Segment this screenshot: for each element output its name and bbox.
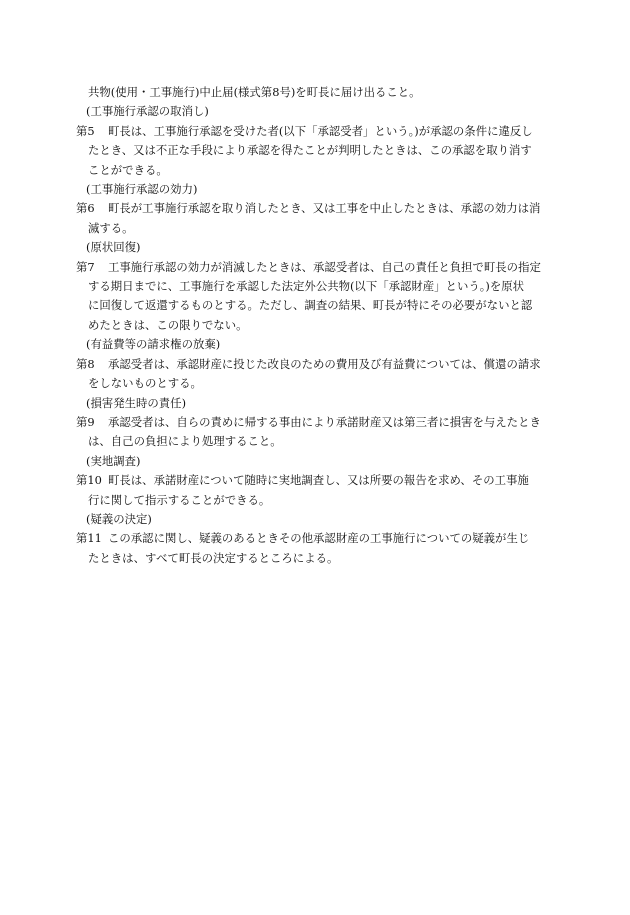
article-heading: (有益費等の請求権の放棄) bbox=[86, 337, 221, 352]
article-text-line: をしないものとする。 bbox=[88, 376, 202, 391]
article-text-line: めたときは、この限りでない。 bbox=[88, 317, 248, 332]
article-text-line: 滅する。 bbox=[88, 220, 134, 235]
article-text-line: たときは、すべて町長の決定するところによる。 bbox=[88, 550, 339, 565]
article-text-line: 町長が工事施行承認を取り消したとき、又は工事を中止したときは、承認の効力は消 bbox=[108, 201, 541, 216]
article-first-line bbox=[76, 471, 578, 490]
article-heading: (工事施行承認の取消し) bbox=[86, 104, 209, 119]
article-heading: (損害発生時の責任) bbox=[86, 395, 187, 410]
article-text-line: は、自己の負担により処理すること。 bbox=[88, 434, 282, 449]
article-first-line bbox=[76, 413, 578, 432]
article-heading: (原状回復) bbox=[86, 240, 141, 255]
article-text-line: 町長は、承諾財産について随時に実地調査し、又は所要の報告を求め、その工事施 bbox=[108, 473, 529, 488]
article-number: 第11 bbox=[76, 531, 102, 546]
article-text-line: この承認に関し、疑義のあるときその他承認財産の工事施行についての疑義が生じ bbox=[108, 531, 530, 546]
article-text-line: する期日までに、工事施行を承認した法定外公共物(以下「承認財産」という。)を原状 bbox=[88, 279, 525, 294]
article-number: 第6 bbox=[76, 201, 95, 216]
article-text-line: たとき、又は不正な手段により承認を得たことが判明したときは、この承認を取り消す bbox=[88, 143, 532, 158]
article-text-line: 承認受者は、自らの責めに帰する事由により承諾財産又は第三者に損害を与えたとき bbox=[108, 414, 541, 429]
article-text-line: 工事施行承認の効力が消滅したときは、承認受者は、自己の責任と負担で町長の指定 bbox=[108, 259, 541, 274]
article-heading: (疑義の決定) bbox=[86, 511, 152, 526]
article-first-line bbox=[76, 122, 578, 141]
article-number: 第5 bbox=[76, 123, 95, 138]
article-number: 第7 bbox=[76, 259, 95, 274]
article-heading: (工事施行承認の効力) bbox=[86, 182, 198, 197]
articles-list bbox=[76, 102, 578, 568]
article-text-line: 行に関して指示することができる。 bbox=[88, 492, 271, 507]
article-first-line bbox=[76, 355, 578, 374]
article-number: 第8 bbox=[76, 356, 95, 371]
article-first-line bbox=[76, 258, 578, 277]
article-text-line: ことができる。 bbox=[88, 162, 168, 177]
article-text-line: に回復して返還するものとする。ただし、調査の結果、町長が特にその必要がないと認 bbox=[88, 298, 533, 313]
article-first-line bbox=[76, 199, 578, 218]
article-number: 第9 bbox=[76, 414, 95, 429]
article-text-line: 町長は、工事施行承認を受けた者(以下「承認受者」という。)が承認の条件に違反し bbox=[108, 123, 533, 138]
article-heading: (実地調査) bbox=[86, 453, 141, 468]
intro-continuation: 共物(使用・工事施行)中止届(様式第8号)を町長に届け出ること。 bbox=[88, 85, 421, 99]
article-text-line: 承認受者は、承認財産に投じた改良のための費用及び有益費については、償還の請求 bbox=[108, 356, 541, 371]
article-number: 第10 bbox=[76, 473, 102, 488]
article-first-line bbox=[76, 529, 578, 548]
